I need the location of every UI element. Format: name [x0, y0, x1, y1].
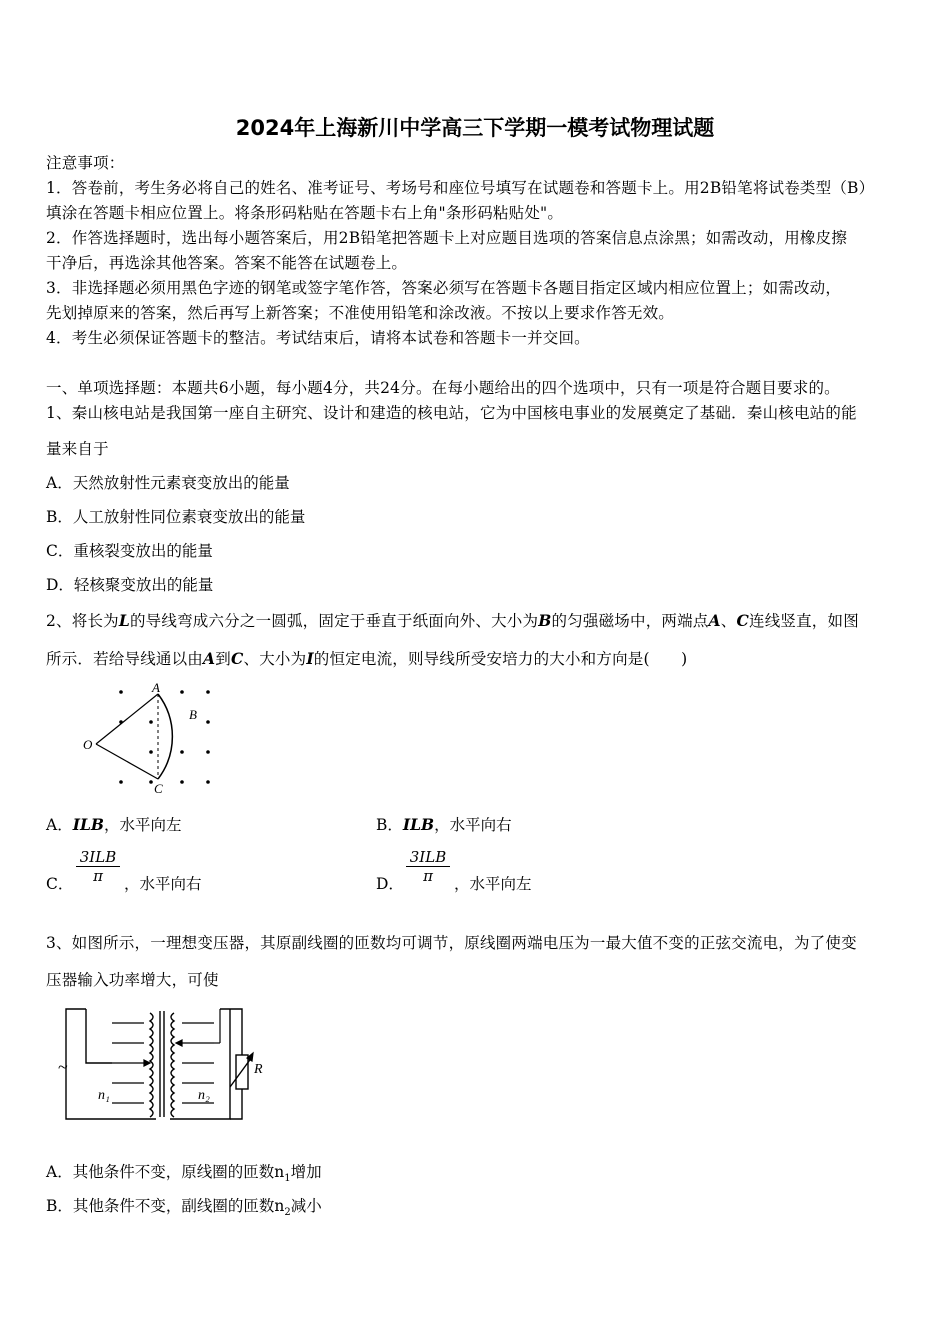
transformer-figure: [52, 1003, 282, 1125]
ac-source-icon: ~: [58, 1057, 68, 1077]
var-A: A: [708, 611, 721, 630]
question-1-stem: 量来自于: [46, 440, 109, 458]
field-dot: [119, 780, 123, 784]
q2-option-c-text: ，水平向右: [124, 875, 202, 893]
field-dot: [206, 750, 210, 754]
field-dot: [149, 780, 153, 784]
field-dot: [149, 720, 153, 724]
var-I: I: [306, 649, 314, 668]
label-r: R: [254, 1062, 263, 1077]
q2-option-d-fraction: 3ILB π: [406, 848, 450, 885]
q2-option-c-label: C．: [46, 875, 74, 893]
q2-option-d-label: D．: [376, 875, 404, 893]
notice-heading: 注意事项：: [46, 154, 125, 172]
question-2-stem: 所示．若给导线通以由A到C、大小为I的恒定电流，则导线所受安培力的大小和方向是( ): [46, 649, 688, 668]
field-dot: [180, 780, 184, 784]
label-a: A: [152, 680, 160, 695]
secondary-coil: [171, 1013, 174, 1117]
resistor: [236, 1055, 248, 1089]
page-title: 2024年上海新川中学高三下学期一模考试物理试题: [235, 116, 715, 140]
label-n2: n₂: [198, 1088, 210, 1103]
q2-option-d-text: ，水平向左: [454, 875, 532, 893]
notice-line: 2．作答选择题时，选出每小题答案后，用2B铅笔把答题卡上对应题目选项的答案信息点涂黑；如需改动，用橡皮擦: [46, 229, 848, 247]
q3-option-a: A．其他条件不变，原线圈的匝数$n_1$增加: [46, 1163, 322, 1185]
radius-oa: [96, 694, 158, 744]
q3-option-b: B．其他条件不变，副线圈的匝数$n_2$减小: [46, 1197, 322, 1219]
notice-line: 4．考生必须保证答题卡的整洁。考试结束后，请将本试卷和答题卡一并交回。: [46, 329, 590, 347]
question-1-stem: 1、秦山核电站是我国第一座自主研究、设计和建造的核电站，它为中国核电事业的发展奠定了基础．秦山核电站的能: [46, 404, 857, 422]
notice-line: 干净后，再选涂其他答案。答案不能答在试题卷上。: [46, 254, 408, 272]
primary-tap-wire: [86, 1009, 112, 1063]
question-2-stem: 2、将长为L的导线弯成六分之一圆弧，固定于垂直于纸面向外、大小为B的匀强磁场中，两端点A、C连线竖直，如图: [46, 611, 859, 630]
notice-line: 1．答卷前，考生务必将自己的姓名、准考证号、考场号和座位号填写在试题卷和答题卡上。用2B铅笔将试卷类型（B）: [46, 179, 875, 197]
field-dot: [149, 750, 153, 754]
q2-option-a: A．ILB，水平向左: [46, 815, 182, 834]
notice-line: 3．非选择题必须用黑色字迹的钢笔或签字笔作答，答案必须写在答题卡各题目指定区域内相应位置上；如需改动，: [46, 279, 842, 297]
var-C: C: [736, 611, 749, 630]
field-dot: [180, 750, 184, 754]
var-L: L: [118, 611, 130, 630]
label-n1: n₁: [98, 1088, 110, 1103]
field-dot: [180, 690, 184, 694]
q1-option-d: D．轻核聚变放出的能量: [46, 576, 214, 594]
arc-wire: [158, 694, 172, 779]
label-b: B: [189, 707, 197, 722]
magnetic-field-figure: [78, 680, 228, 798]
question-3-stem: 压器输入功率增大，可使: [46, 971, 219, 989]
notice-line: 先划掉原来的答案，然后再写上新答案；不准使用铅笔和涂改液。不按以上要求作答无效。: [46, 304, 675, 322]
primary-coil: [150, 1013, 153, 1117]
radius-oc: [96, 744, 158, 779]
q1-option-b: B．人工放射性同位素衰变放出的能量: [46, 508, 306, 526]
section-heading: 一、单项选择题：本题共6小题，每小题4分，共24分。在每小题给出的四个选项中，只有一项是符合题目要求的。: [46, 379, 840, 397]
field-dot: [206, 720, 210, 724]
arrow-icon: [176, 1040, 182, 1046]
q1-option-a: A．天然放射性元素衰变放出的能量: [46, 474, 290, 492]
question-3-stem: 3、如图所示，一理想变压器，其原副线圈的匝数均可调节，原线圈两端电压为一最大值不变的正弦交流电，为了使变: [46, 934, 857, 952]
secondary-top-wire: [220, 1009, 242, 1055]
q1-option-c: C．重核裂变放出的能量: [46, 542, 213, 560]
field-dot: [206, 690, 210, 694]
field-dot: [119, 690, 123, 694]
notice-line: 填涂在答题卡相应位置上。将条形码粘贴在答题卡右上角"条形码粘贴处"。: [46, 204, 564, 222]
secondary-bottom-wire: [230, 1089, 242, 1119]
label-o: O: [83, 737, 93, 752]
field-dot: [206, 780, 210, 784]
var-B: B: [538, 611, 552, 630]
label-c: C: [154, 781, 163, 796]
q2-option-b: B．ILB，水平向右: [376, 815, 512, 834]
q2-option-c-fraction: 3ILB π: [76, 848, 120, 885]
